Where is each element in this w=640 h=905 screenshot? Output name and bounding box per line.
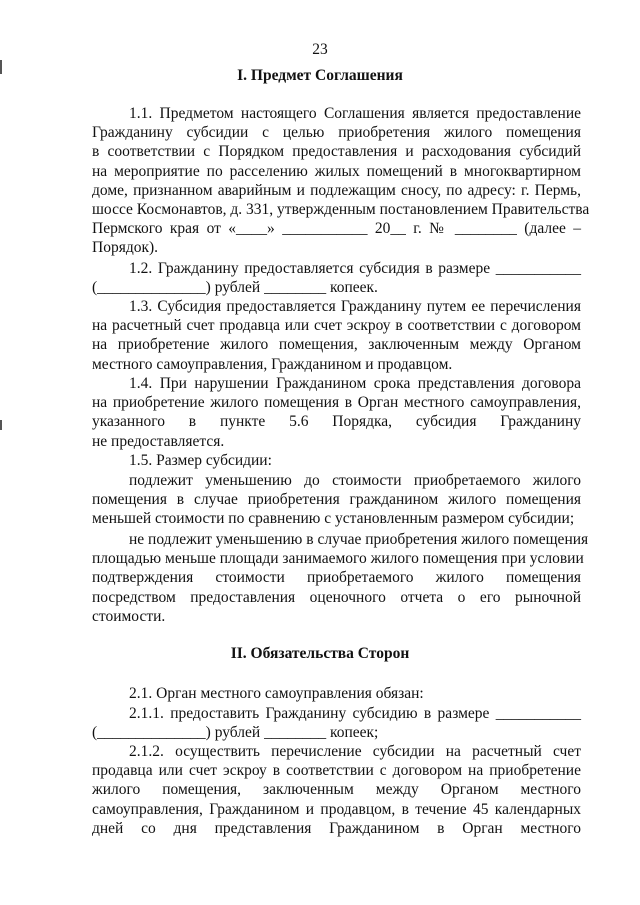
paragraph-line: самоуправления, Гражданином и продавцом, в течение 45 календарных [92,800,581,818]
section-2-heading: II. Обязательства Сторон [230,645,410,662]
paragraph-1-5 [92,451,581,470]
paragraph-1-1 [92,104,590,258]
paragraph-line: 1.3. Субсидия предоставляется Гражданину путем ее перечисления [129,298,581,315]
paragraph-line: помещения в случае приобретения гражданином жилого помещения [92,491,581,509]
paragraph-line: местного самоуправления, Гражданином и продавцом. [92,355,453,373]
paragraph-line: в соответствии с Порядком предоставления и расходования субсидий [92,143,581,161]
paragraph-line: стоимости. [92,607,166,625]
paragraph-line: 1.2. Гражданину предоставляется субсидия в размере ___________ [129,260,581,277]
paragraph-line: шоссе Космонавтов, д. 331, утвержденным постановлением Правительства [92,201,590,219]
paragraph-line: на приобретение жилого помещения, заключенным между Органом [92,336,581,354]
paragraph-line: 1.4. При нарушении Гражданином срока представления договора [129,375,581,392]
paragraph-line: продавца или счет эскроу в соответствии с договором на приобретение [92,762,581,780]
paragraph-line: на приобретение жилого помещения в Орган местного самоуправления, [92,394,581,412]
paragraph-line: доме, признанном аварийным и подлежащим сносу, по адресу: г. Пермь, [92,181,581,199]
paragraph-line: подтверждения стоимости приобретаемого жилого помещения [92,569,581,587]
paragraph-2-1-1 [92,704,581,742]
paragraph-line: дней со дня представления Гражданином в Орган местного [92,819,581,837]
scan-edge-mark [0,60,2,74]
paragraph-line: Гражданину субсидии с целью приобретения жилого помещения [92,124,581,142]
paragraph-line: жилого помещения, заключенным между Органом местного [92,781,581,799]
paragraph-line: (______________) рублей ________ копеек; [92,724,379,742]
paragraph-line: 1.1. Предметом настоящего Соглашения является предоставление [129,105,581,122]
paragraph-line: указанного в пункте 5.6 Порядка, субсидия Гражданину [92,413,581,431]
paragraph-2-1 [92,684,581,703]
paragraph-line: не предоставляется. [92,432,225,450]
paragraph-1-3 [92,297,581,374]
paragraph-line: 1.5. Размер субсидии: [129,452,272,469]
paragraph-line: площадью меньше площади занимаемого жилого помещения при условии [92,550,584,568]
paragraph-1-4 [92,374,581,451]
paragraph-line: 2.1.1. предоставить Гражданину субсидию в размере ___________ [129,705,581,722]
paragraph-line: 2.1. Орган местного самоуправления обязан: [129,685,424,702]
paragraph-1-2 [92,259,581,297]
paragraph-line: подлежит уменьшению до стоимости приобретаемого жилого [129,472,581,489]
paragraph-line: посредством предоставления оценочного отчета о его рыночной [92,588,581,606]
paragraph-line: на расчетный счет продавца или счет эскроу в соответствии с договором [92,317,581,335]
paragraph-line: Порядок). [92,239,159,257]
paragraph-line: (______________) рублей ________ копеек. [92,279,378,297]
section-1-heading: I. Предмет Соглашения [237,67,403,84]
page-number: 23 [312,41,328,58]
paragraph-line: 2.1.2. осуществить перечисление субсидии на расчетный счет [129,743,581,760]
paragraph-line: на мероприятие по расселению жилых помещений в многоквартирном [92,162,581,180]
paragraph-line: не подлежит уменьшению в случае приобретения жилого помещения [129,531,589,548]
paragraph-line: Пермского края от «____» ___________ 20__ г. № ________ (далее – [92,220,581,238]
paragraph-1-5-item-b [92,530,589,626]
paragraph-1-5-item-a [92,471,581,529]
scan-edge-mark [0,420,2,430]
paragraph-2-1-2 [92,742,581,838]
paragraph-line: меньшей стоимости по сравнению с установленным размером субсидии; [92,510,575,528]
